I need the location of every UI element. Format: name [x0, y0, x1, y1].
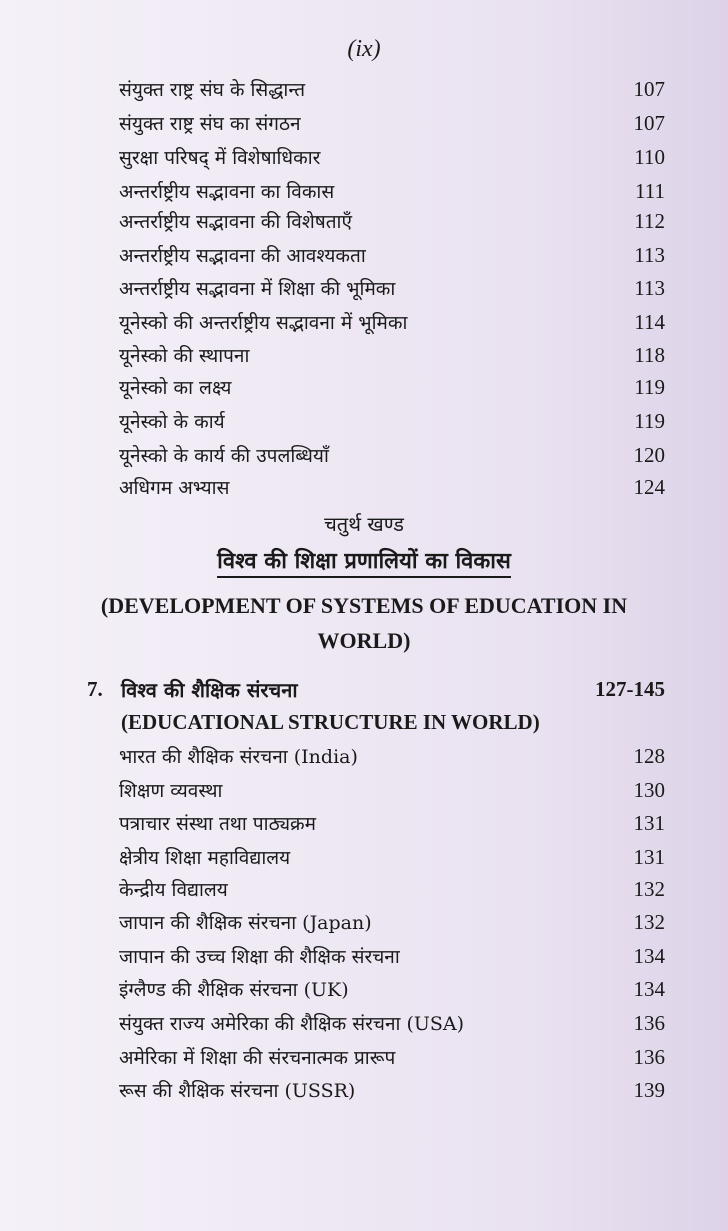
toc-entry-page: 132 [633, 876, 665, 901]
toc-entry-page: 114 [634, 309, 665, 334]
toc-entry-page: 124 [633, 474, 665, 499]
chapter-title: विश्व की शैक्षिक संरचना [121, 677, 298, 702]
toc-entry [119, 108, 665, 138]
toc-entry-title: अन्तर्राष्ट्रीय सद्भावना की आवश्यकता [119, 245, 366, 267]
toc-entry-title: शिक्षण व्यवस्था [119, 780, 223, 802]
toc-entry [119, 1042, 665, 1072]
toc-entry-page: 136 [633, 1010, 665, 1035]
toc-entry [119, 307, 665, 337]
toc-entry-page: 136 [633, 1044, 665, 1069]
page-number: (ix) [347, 36, 381, 62]
toc-entry-title: यूनेस्को की स्थापना [119, 345, 250, 367]
toc-entry [119, 372, 665, 402]
toc-entry [119, 206, 665, 236]
chapter-page-range: 127-145 [595, 676, 665, 701]
toc-entry [119, 406, 665, 436]
toc-entry-page: 130 [633, 777, 665, 802]
toc-entry-title: यूनेस्को का लक्ष्य [119, 377, 232, 399]
toc-entry [119, 340, 665, 370]
toc-entry-page: 131 [633, 810, 665, 835]
toc-entry-title: यूनेस्को की अन्तर्राष्ट्रीय सद्भावना में भूमिका [119, 312, 408, 334]
toc-entry-page: 134 [633, 976, 665, 1001]
toc-entry-page: 119 [634, 408, 665, 433]
section-label: चतुर्थ खण्ड [324, 512, 404, 536]
toc-entry-title: संयुक्त राष्ट्र संघ का संगठन [119, 113, 301, 135]
toc-entry [119, 974, 665, 1004]
toc-entry-title: अन्तर्राष्ट्रीय सद्भावना की विशेषताएँ [119, 211, 352, 233]
toc-entry-page: 132 [633, 909, 665, 934]
toc-entry [119, 741, 665, 771]
chapter-number: 7. [87, 676, 103, 701]
toc-entry-page: 110 [634, 144, 665, 169]
toc-entry [119, 472, 665, 502]
toc-entry-page: 119 [634, 374, 665, 399]
toc-entry-title: सुरक्षा परिषद् में विशेषाधिकार [119, 147, 321, 169]
toc-entry-title: अन्तर्राष्ट्रीय सद्भावना का विकास [119, 181, 335, 203]
toc-entry [119, 440, 665, 470]
toc-entry-page: 134 [633, 943, 665, 968]
toc-entry-page: 128 [633, 743, 665, 768]
section-title [0, 545, 728, 575]
toc-entry-title: क्षेत्रीय शिक्षा महाविद्यालय [119, 847, 291, 869]
toc-entry-title: केन्द्रीय विद्यालय [119, 879, 228, 901]
toc-entry [119, 775, 665, 805]
toc-entry [119, 142, 665, 172]
toc-entry-page: 120 [633, 442, 665, 467]
toc-entry-title: जापान की उच्च शिक्षा की शैक्षिक संरचना [119, 946, 400, 968]
toc-entry [119, 874, 665, 904]
toc-entry-title: रूस की शैक्षिक संरचना (USSR) [119, 1080, 356, 1102]
toc-entry-title: यूनेस्को के कार्य [119, 411, 225, 433]
toc-entry-title: संयुक्त राज्य अमेरिका की शैक्षिक संरचना (USA) [119, 1013, 465, 1035]
toc-entry-title: संयुक्त राष्ट्र संघ के सिद्धान्त [119, 79, 306, 101]
toc-entry [119, 1008, 665, 1038]
toc-entry-title: यूनेस्को के कार्य की उपलब्धियाँ [119, 445, 329, 467]
toc-entry [119, 842, 665, 872]
section-title-text: विश्व की शिक्षा प्रणालियों का विकास [217, 548, 511, 578]
toc-entry-page: 107 [633, 110, 665, 135]
toc-entry-title: अमेरिका में शिक्षा की संरचनात्मक प्रारूप [119, 1047, 396, 1069]
toc-entry-page: 107 [633, 76, 665, 101]
toc-entry [119, 273, 665, 303]
toc-entry [119, 808, 665, 838]
toc-entry-page: 118 [634, 342, 665, 367]
toc-entry-page: 113 [634, 275, 665, 300]
toc-entry [119, 941, 665, 971]
toc-entry-title: इंग्लैण्ड की शैक्षिक संरचना (UK) [119, 979, 349, 1001]
toc-entry-page: 112 [634, 208, 665, 233]
section-english-heading-line2: WORLD) [317, 628, 411, 653]
section-english-heading-line1: (DEVELOPMENT OF SYSTEMS OF EDUCATION IN [100, 593, 628, 618]
toc-entry-title: भारत की शैक्षिक संरचना (India) [119, 746, 358, 768]
toc-entry [119, 907, 665, 937]
toc-entry [119, 176, 665, 206]
toc-entry [119, 240, 665, 270]
toc-entry [119, 74, 665, 104]
chapter-heading [87, 673, 665, 705]
toc-entry-page: 139 [633, 1077, 665, 1102]
toc-entry-title: पत्राचार संस्था तथा पाठ्यक्रम [119, 813, 317, 835]
toc-entry [119, 1075, 665, 1105]
chapter-english-title: (EDUCATIONAL STRUCTURE IN WORLD) [121, 710, 540, 734]
toc-entry-page: 113 [634, 242, 665, 267]
toc-entry-title: जापान की शैक्षिक संरचना (Japan) [119, 912, 372, 934]
toc-entry-title: अन्तर्राष्ट्रीय सद्भावना में शिक्षा की भूमिका [119, 278, 396, 300]
toc-entry-title: अधिगम अभ्यास [119, 477, 230, 499]
toc-entry-page: 111 [635, 178, 665, 203]
toc-entry-page: 131 [633, 844, 665, 869]
